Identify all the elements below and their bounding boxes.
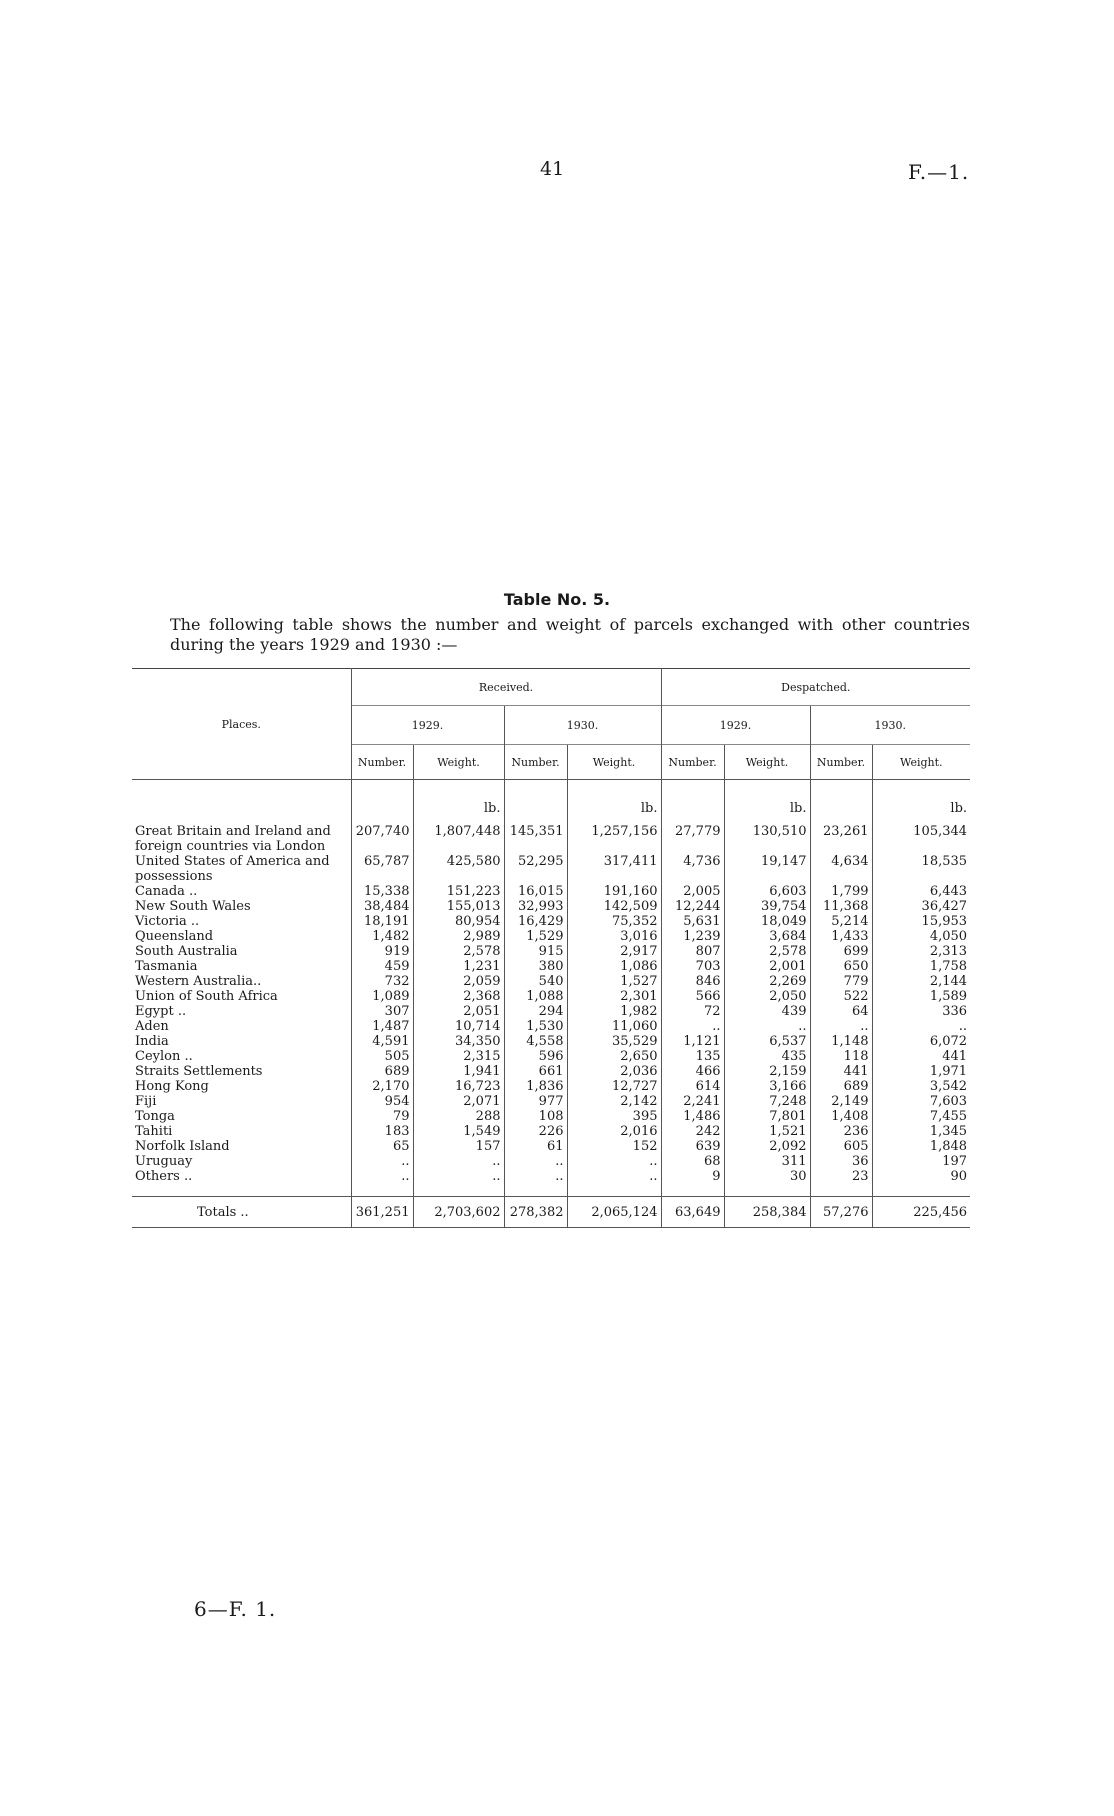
- cell-received-1929-number: 732: [351, 974, 413, 989]
- cell-despatched-1930-weight: 1,589: [872, 989, 970, 1004]
- cell-despatched-1929-number: 2,005: [661, 884, 724, 899]
- place-name-cell: Uruguay: [135, 1154, 193, 1169]
- cell-received-1930-weight: ..: [567, 1154, 661, 1169]
- cell-received-1930-number: 108: [504, 1109, 567, 1124]
- cell-despatched-1929-weight: 130,510: [724, 816, 810, 854]
- table-row: [132, 959, 970, 974]
- cell-received-1929-number: 79: [351, 1109, 413, 1124]
- cell-received-1929-weight: 34,350: [413, 1034, 504, 1049]
- cell-received-1930-number: ..: [504, 1154, 567, 1169]
- units-row: [132, 780, 970, 817]
- cell-received-1929-weight: 288: [413, 1109, 504, 1124]
- cell-despatched-1930-weight: 6,443: [872, 884, 970, 899]
- cell-received-1930-weight: 191,160: [567, 884, 661, 899]
- cell-despatched-1930-number: 11,368: [810, 899, 872, 914]
- cell-despatched-1930-number: 650: [810, 959, 872, 974]
- cell-despatched-1929-number: 703: [661, 959, 724, 974]
- place-name-cell: Straits Settlements: [135, 1064, 263, 1079]
- cell-despatched-1930-number: 5,214: [810, 914, 872, 929]
- place-name-cell: Others ..: [135, 1169, 193, 1184]
- cell-received-1929-weight: 2,703,602: [413, 1197, 504, 1228]
- cell-received-1930-number: 278,382: [504, 1197, 567, 1228]
- table-row: [132, 1139, 970, 1154]
- cell-received-1929-weight: 2,071: [413, 1094, 504, 1109]
- cell-received-1929-number: 954: [351, 1094, 413, 1109]
- weight-header: Weight.: [567, 745, 661, 780]
- number-header: Number.: [351, 745, 413, 780]
- cell-received-1929-number: 459: [351, 959, 413, 974]
- cell-despatched-1930-number: 4,634: [810, 854, 872, 884]
- cell-received-1929-weight: ..: [413, 1169, 504, 1197]
- cell-despatched-1930-number: 699: [810, 944, 872, 959]
- cell-despatched-1930-weight: 15,953: [872, 914, 970, 929]
- cell-despatched-1929-weight: 2,269: [724, 974, 810, 989]
- cell-despatched-1929-number: 846: [661, 974, 724, 989]
- cell-despatched-1929-number: 9: [661, 1169, 724, 1197]
- place-name-cell: Egypt ..: [135, 1004, 187, 1019]
- cell-received-1929-weight: 2,368: [413, 989, 504, 1004]
- cell-received-1930-number: 1,529: [504, 929, 567, 944]
- cell-received-1930-number: 16,015: [504, 884, 567, 899]
- place-name-cell: Tasmania: [135, 959, 198, 974]
- place-name-cell: Canada ..: [135, 884, 198, 899]
- cell-despatched-1930-weight: 7,603: [872, 1094, 970, 1109]
- cell-received-1930-weight: 1,982: [567, 1004, 661, 1019]
- cell-received-1929-number: 65: [351, 1139, 413, 1154]
- table-row: [132, 1094, 970, 1109]
- table-row: [132, 914, 970, 929]
- despatched-1929-header: 1929.: [661, 706, 810, 745]
- place-name-cell: Tahiti: [135, 1124, 173, 1139]
- table-row: [132, 854, 970, 884]
- cell-despatched-1930-weight: 4,050: [872, 929, 970, 944]
- cell-received-1930-weight: 142,509: [567, 899, 661, 914]
- cell-despatched-1930-weight: 336: [872, 1004, 970, 1019]
- received-group-header: Received.: [351, 669, 661, 706]
- cell-received-1930-number: 1,530: [504, 1019, 567, 1034]
- cell-received-1930-weight: 2,142: [567, 1094, 661, 1109]
- cell-received-1930-weight: 2,016: [567, 1124, 661, 1139]
- cell-received-1930-weight: 1,527: [567, 974, 661, 989]
- cell-despatched-1930-number: 1,433: [810, 929, 872, 944]
- place-name-cell: Union of South Africa: [135, 989, 278, 1004]
- cell-received-1929-weight: 2,989: [413, 929, 504, 944]
- cell-despatched-1929-weight: 311: [724, 1154, 810, 1169]
- cell-received-1930-number: 596: [504, 1049, 567, 1064]
- cell-despatched-1929-weight: 2,001: [724, 959, 810, 974]
- place-name-cell: Norfolk Island: [135, 1139, 230, 1154]
- cell-despatched-1929-weight: 3,684: [724, 929, 810, 944]
- cell-received-1929-weight: 157: [413, 1139, 504, 1154]
- cell-despatched-1930-weight: 225,456: [872, 1197, 970, 1228]
- cell-despatched-1929-number: 566: [661, 989, 724, 1004]
- cell-received-1930-weight: 11,060: [567, 1019, 661, 1034]
- cell-despatched-1929-weight: 7,248: [724, 1094, 810, 1109]
- cell-received-1930-weight: 12,727: [567, 1079, 661, 1094]
- cell-received-1929-weight: 155,013: [413, 899, 504, 914]
- cell-received-1929-weight: 1,941: [413, 1064, 504, 1079]
- unit-lb-label: lb.: [567, 780, 661, 817]
- cell-despatched-1930-number: 1,799: [810, 884, 872, 899]
- cell-despatched-1929-number: 4,736: [661, 854, 724, 884]
- place-name-cell: Fiji: [135, 1094, 157, 1109]
- table-row: [132, 1034, 970, 1049]
- table-row: [132, 1049, 970, 1064]
- cell-despatched-1930-weight: 36,427: [872, 899, 970, 914]
- cell-received-1930-weight: ..: [567, 1169, 661, 1197]
- totals-row: [132, 1197, 970, 1228]
- cell-despatched-1930-weight: 2,313: [872, 944, 970, 959]
- number-header: Number.: [661, 745, 724, 780]
- table-row: [132, 816, 970, 854]
- cell-received-1929-number: 15,338: [351, 884, 413, 899]
- cell-received-1930-weight: 2,301: [567, 989, 661, 1004]
- cell-despatched-1930-number: 689: [810, 1079, 872, 1094]
- place-name-cell: Great Britain and Ireland and foreign countries via London: [135, 824, 331, 854]
- cell-received-1929-number: ..: [351, 1169, 413, 1197]
- cell-despatched-1929-number: 639: [661, 1139, 724, 1154]
- cell-received-1930-number: 540: [504, 974, 567, 989]
- table-row: [132, 1064, 970, 1079]
- place-name-cell: Aden: [135, 1019, 169, 1034]
- cell-despatched-1929-weight: 39,754: [724, 899, 810, 914]
- cell-despatched-1930-number: 522: [810, 989, 872, 1004]
- cell-received-1929-number: 1,089: [351, 989, 413, 1004]
- cell-despatched-1929-number: 1,239: [661, 929, 724, 944]
- cell-despatched-1929-weight: 2,092: [724, 1139, 810, 1154]
- received-1930-header: 1930.: [504, 706, 661, 745]
- table-row: [132, 1079, 970, 1094]
- cell-received-1929-number: 18,191: [351, 914, 413, 929]
- place-name-cell: South Australia: [135, 944, 238, 959]
- table-row: [132, 989, 970, 1004]
- weight-header: Weight.: [413, 745, 504, 780]
- place-name-cell: Ceylon ..: [135, 1049, 193, 1064]
- cell-received-1930-weight: 2,036: [567, 1064, 661, 1079]
- parcels-table-container: [132, 668, 970, 1228]
- cell-despatched-1930-weight: 105,344: [872, 816, 970, 854]
- cell-despatched-1930-weight: 90: [872, 1169, 970, 1197]
- cell-received-1929-number: 1,482: [351, 929, 413, 944]
- cell-despatched-1929-weight: 1,521: [724, 1124, 810, 1139]
- cell-received-1929-weight: 80,954: [413, 914, 504, 929]
- cell-received-1930-weight: 317,411: [567, 854, 661, 884]
- cell-received-1930-weight: 395: [567, 1109, 661, 1124]
- cell-despatched-1930-weight: ..: [872, 1019, 970, 1034]
- cell-received-1930-number: 16,429: [504, 914, 567, 929]
- table-row: [132, 929, 970, 944]
- cell-received-1929-number: 307: [351, 1004, 413, 1019]
- cell-received-1930-weight: 1,086: [567, 959, 661, 974]
- cell-received-1930-number: 52,295: [504, 854, 567, 884]
- cell-received-1929-weight: 2,578: [413, 944, 504, 959]
- cell-received-1929-number: 505: [351, 1049, 413, 1064]
- cell-despatched-1930-weight: 1,758: [872, 959, 970, 974]
- cell-received-1929-weight: 1,231: [413, 959, 504, 974]
- document-code: F.—1.: [908, 160, 970, 184]
- cell-despatched-1930-weight: 197: [872, 1154, 970, 1169]
- table-row: [132, 899, 970, 914]
- table-row: [132, 974, 970, 989]
- table-row: [132, 1004, 970, 1019]
- cell-despatched-1929-weight: 19,147: [724, 854, 810, 884]
- cell-despatched-1930-number: 2,149: [810, 1094, 872, 1109]
- cell-received-1929-weight: 425,580: [413, 854, 504, 884]
- cell-despatched-1930-weight: 1,848: [872, 1139, 970, 1154]
- weight-header: Weight.: [724, 745, 810, 780]
- cell-received-1929-number: 183: [351, 1124, 413, 1139]
- cell-received-1929-weight: 2,315: [413, 1049, 504, 1064]
- cell-received-1929-weight: ..: [413, 1154, 504, 1169]
- despatched-1930-header: 1930.: [810, 706, 970, 745]
- place-name-cell: India: [135, 1034, 169, 1049]
- cell-despatched-1930-weight: 6,072: [872, 1034, 970, 1049]
- cell-despatched-1929-weight: 30: [724, 1169, 810, 1197]
- table-row: [132, 1124, 970, 1139]
- cell-despatched-1930-weight: 3,542: [872, 1079, 970, 1094]
- place-name-cell: New South Wales: [135, 899, 251, 914]
- cell-despatched-1930-number: ..: [810, 1019, 872, 1034]
- place-name-cell: Western Australia..: [135, 974, 262, 989]
- place-name-cell: Tonga: [135, 1109, 175, 1124]
- cell-despatched-1930-number: 605: [810, 1139, 872, 1154]
- cell-received-1929-weight: 2,051: [413, 1004, 504, 1019]
- cell-received-1929-weight: 16,723: [413, 1079, 504, 1094]
- table-row: [132, 1019, 970, 1034]
- cell-despatched-1929-number: 68: [661, 1154, 724, 1169]
- cell-despatched-1930-number: 118: [810, 1049, 872, 1064]
- cell-received-1929-weight: 2,059: [413, 974, 504, 989]
- cell-received-1930-number: ..: [504, 1169, 567, 1197]
- cell-despatched-1929-weight: 6,537: [724, 1034, 810, 1049]
- cell-received-1930-number: 1,088: [504, 989, 567, 1004]
- cell-despatched-1929-weight: 2,578: [724, 944, 810, 959]
- cell-despatched-1929-weight: 6,603: [724, 884, 810, 899]
- cell-received-1930-weight: 2,917: [567, 944, 661, 959]
- cell-received-1929-number: 2,170: [351, 1079, 413, 1094]
- cell-received-1930-number: 4,558: [504, 1034, 567, 1049]
- table-row: [132, 1169, 970, 1197]
- cell-despatched-1930-weight: 7,455: [872, 1109, 970, 1124]
- cell-received-1929-weight: 10,714: [413, 1019, 504, 1034]
- number-header: Number.: [810, 745, 872, 780]
- cell-received-1929-number: 4,591: [351, 1034, 413, 1049]
- cell-despatched-1929-number: 614: [661, 1079, 724, 1094]
- cell-received-1930-number: 61: [504, 1139, 567, 1154]
- parcels-table: [132, 668, 970, 1228]
- cell-despatched-1930-number: 236: [810, 1124, 872, 1139]
- place-name-cell: Hong Kong: [135, 1079, 209, 1094]
- cell-despatched-1930-number: 23: [810, 1169, 872, 1197]
- cell-received-1929-weight: 1,807,448: [413, 816, 504, 854]
- cell-received-1930-weight: 152: [567, 1139, 661, 1154]
- cell-received-1930-weight: 3,016: [567, 929, 661, 944]
- places-column-header: Places.: [221, 717, 261, 731]
- cell-despatched-1929-number: 466: [661, 1064, 724, 1079]
- cell-despatched-1929-number: 1,121: [661, 1034, 724, 1049]
- cell-despatched-1929-number: 63,649: [661, 1197, 724, 1228]
- cell-despatched-1929-weight: 439: [724, 1004, 810, 1019]
- unit-lb-label: lb.: [413, 780, 504, 817]
- cell-despatched-1930-number: 57,276: [810, 1197, 872, 1228]
- cell-despatched-1929-weight: 18,049: [724, 914, 810, 929]
- cell-received-1929-number: 207,740: [351, 816, 413, 854]
- cell-despatched-1929-number: 5,631: [661, 914, 724, 929]
- cell-received-1930-number: 294: [504, 1004, 567, 1019]
- cell-despatched-1929-number: 1,486: [661, 1109, 724, 1124]
- cell-received-1929-number: 689: [351, 1064, 413, 1079]
- cell-despatched-1930-number: 64: [810, 1004, 872, 1019]
- cell-despatched-1929-weight: 258,384: [724, 1197, 810, 1228]
- cell-despatched-1930-weight: 18,535: [872, 854, 970, 884]
- cell-received-1930-number: 145,351: [504, 816, 567, 854]
- cell-received-1930-number: 915: [504, 944, 567, 959]
- cell-despatched-1929-number: 27,779: [661, 816, 724, 854]
- cell-received-1930-weight: 35,529: [567, 1034, 661, 1049]
- unit-lb-label: lb.: [724, 780, 810, 817]
- table-title: Table No. 5.: [503, 590, 611, 609]
- cell-despatched-1929-number: 12,244: [661, 899, 724, 914]
- cell-despatched-1930-number: 779: [810, 974, 872, 989]
- footer-code: 6—F. 1.: [194, 1597, 277, 1621]
- page-number: 41: [540, 158, 565, 180]
- cell-despatched-1930-number: 1,408: [810, 1109, 872, 1124]
- cell-despatched-1929-weight: 435: [724, 1049, 810, 1064]
- cell-despatched-1929-number: ..: [661, 1019, 724, 1034]
- cell-despatched-1930-number: 441: [810, 1064, 872, 1079]
- cell-despatched-1929-weight: 3,166: [724, 1079, 810, 1094]
- cell-received-1930-number: 380: [504, 959, 567, 974]
- place-name-cell: Victoria ..: [135, 914, 200, 929]
- cell-received-1930-weight: 2,650: [567, 1049, 661, 1064]
- cell-despatched-1929-weight: 2,050: [724, 989, 810, 1004]
- number-header: Number.: [504, 745, 567, 780]
- table-row: [132, 1154, 970, 1169]
- cell-received-1930-weight: 2,065,124: [567, 1197, 661, 1228]
- weight-header: Weight.: [872, 745, 970, 780]
- despatched-group-header: Despatched.: [661, 669, 970, 706]
- cell-despatched-1930-number: 23,261: [810, 816, 872, 854]
- cell-received-1929-weight: 151,223: [413, 884, 504, 899]
- cell-received-1930-number: 1,836: [504, 1079, 567, 1094]
- table-row: [132, 884, 970, 899]
- cell-despatched-1930-weight: 441: [872, 1049, 970, 1064]
- cell-despatched-1929-number: 135: [661, 1049, 724, 1064]
- totals-label: Totals ..: [132, 1197, 351, 1228]
- cell-despatched-1929-weight: ..: [724, 1019, 810, 1034]
- cell-received-1930-number: 32,993: [504, 899, 567, 914]
- cell-despatched-1930-number: 36: [810, 1154, 872, 1169]
- received-1929-header: 1929.: [351, 706, 504, 745]
- cell-received-1929-number: 1,487: [351, 1019, 413, 1034]
- table-body: [132, 780, 970, 1197]
- cell-received-1930-number: 226: [504, 1124, 567, 1139]
- cell-received-1929-number: 65,787: [351, 854, 413, 884]
- cell-received-1929-number: 919: [351, 944, 413, 959]
- cell-despatched-1930-weight: 2,144: [872, 974, 970, 989]
- cell-received-1930-number: 661: [504, 1064, 567, 1079]
- cell-received-1929-number: 361,251: [351, 1197, 413, 1228]
- place-name-cell: Queensland: [135, 929, 214, 944]
- unit-lb-label: lb.: [872, 780, 970, 817]
- place-name-cell: United States of America and possessions: [135, 854, 330, 884]
- table-intro-text: The following table shows the number and weight of parcels exchanged with other countries during the years 1929 and 1930 :—: [170, 615, 970, 654]
- cell-received-1929-weight: 1,549: [413, 1124, 504, 1139]
- table-row: [132, 1109, 970, 1124]
- cell-despatched-1929-number: 242: [661, 1124, 724, 1139]
- cell-despatched-1930-weight: 1,345: [872, 1124, 970, 1139]
- cell-despatched-1930-number: 1,148: [810, 1034, 872, 1049]
- cell-received-1930-weight: 1,257,156: [567, 816, 661, 854]
- cell-received-1930-number: 977: [504, 1094, 567, 1109]
- cell-despatched-1929-number: 807: [661, 944, 724, 959]
- cell-despatched-1929-number: 72: [661, 1004, 724, 1019]
- table-row: [132, 944, 970, 959]
- cell-despatched-1930-weight: 1,971: [872, 1064, 970, 1079]
- cell-despatched-1929-number: 2,241: [661, 1094, 724, 1109]
- cell-received-1930-weight: 75,352: [567, 914, 661, 929]
- cell-despatched-1929-weight: 2,159: [724, 1064, 810, 1079]
- cell-despatched-1929-weight: 7,801: [724, 1109, 810, 1124]
- cell-received-1929-number: 38,484: [351, 899, 413, 914]
- cell-received-1929-number: ..: [351, 1154, 413, 1169]
